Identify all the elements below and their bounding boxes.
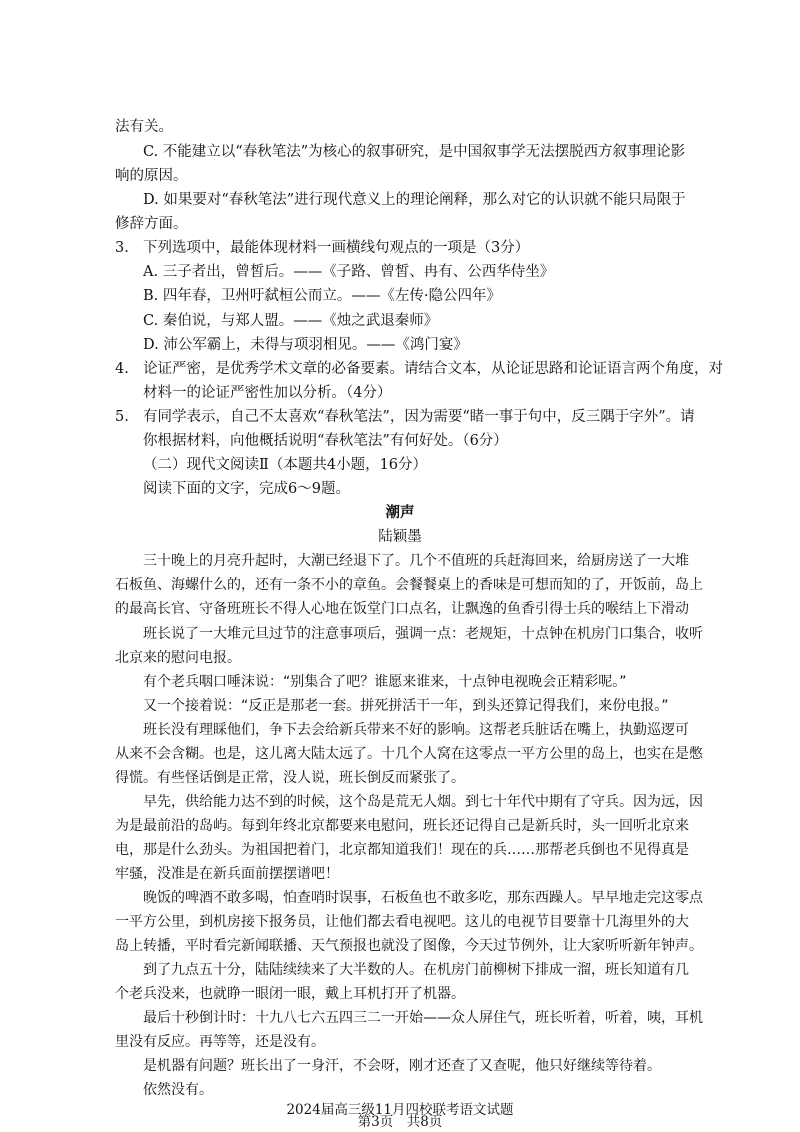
- question-number-4: 4.: [115, 361, 129, 377]
- article-paragraph: 里没有反应。再等等，还是没有。: [115, 1034, 325, 1050]
- section-instruction: 阅读下面的文字，完成6～9题。: [143, 481, 350, 497]
- section-heading: （二）现代文阅读Ⅱ（本题共4小题，16分）: [143, 457, 428, 473]
- article-author: 陆颖墨: [378, 529, 422, 545]
- article-paragraph: 电，那是什么劲头。为祖国把着门，北京都知道我们！现在的兵……那帮老兵倒也不见得真是: [115, 842, 689, 858]
- article-paragraph: 是机器有问题？班长出了一身汗，不会呀，刚才还查了又查呢，他只好继续等待着。: [143, 1058, 661, 1074]
- article-paragraph: 班长说了一大堆元旦过节的注意事项后，强调一点：老规矩，十点钟在机房门口集合，收听: [143, 626, 703, 642]
- article-paragraph: 到了九点五十分，陆陆续续来了大半数的人。在机房门前柳树下排成一溜，班长知道有几: [143, 962, 689, 978]
- article-title: 潮声: [385, 505, 415, 521]
- article-paragraph: 个老兵没来，也就睁一眼闭一眼，戴上耳机打开了机器。: [115, 986, 465, 1002]
- article-paragraph: 牢骚，没准是在新兵面前摆摆谱吧！: [115, 866, 339, 882]
- question-3-option-a: A. 三子者出，曾皙后。——《子路、曾皙、冉有、公西华侍坐》: [143, 264, 555, 280]
- question-4-stem: 论证严密，是优秀学术文章的必备要素。请结合文本，从论证思路和论证语言两个角度，对: [143, 361, 723, 377]
- question-3-option-c: C. 秦伯说，与郑人盟。——《烛之武退秦师》: [143, 313, 439, 329]
- article-paragraph: 有个老兵咽口唾沫说：“别集合了吧？谁愿来谁来，十点钟电视晚会正精彩呢。”: [143, 674, 627, 690]
- footer-title: 2024届高三级11月四校联考语文试题: [286, 1102, 514, 1118]
- article-paragraph: 为是最前沿的岛屿。每到年终北京都要来电慰问，班长还记得自己是新兵时，头一回听北京来: [115, 818, 689, 834]
- question-number-5: 5.: [115, 409, 129, 425]
- question-5-stem: 有同学表示，自己不太喜欢“春秋笔法”，因为需要“睹一事于句中，反三隅于字外”。请: [143, 409, 695, 425]
- article-paragraph: 岛上转播，平时看完新闻联播、天气预报也就没了图像，今天过节例外，让大家听听新年钟声。: [115, 938, 703, 954]
- question-3-option-d: D. 沛公军霸上，未得与项羽相见。——《鸿门宴》: [143, 337, 468, 353]
- article-paragraph: 的最高长官、守备班班长不得人心地在饭堂门口点名，让飘逸的鱼香引得士兵的喉结上下滑动: [115, 601, 689, 617]
- article-paragraph: 早先，供给能力达不到的时候，这个岛是荒无人烟。到七十年代中期有了守兵。因为远，因: [143, 794, 703, 810]
- question-4-stem: 材料一的论证严密性加以分析。（4分）: [143, 385, 392, 401]
- question-number-3: 3.: [115, 240, 129, 256]
- option-c: C. 不能建立以“春秋笔法”为核心的叙事研究，是中国叙事学无法摆脱西方叙事理论影: [143, 144, 686, 160]
- article-paragraph: 一平方公里，到机房接下报务员，让他们都去看电视吧。这儿的电视节目要靠十几海里外的大: [115, 914, 689, 930]
- article-paragraph: 又一个接着说：“反正是那老一套。拼死拼活干一年，到头还算记得我们，来份电报。”: [143, 698, 669, 714]
- question-3-option-b: B. 四年春，卫州吁弑桓公而立。——《左传·隐公四年》: [143, 288, 501, 304]
- text-line: 响的原因。: [115, 168, 188, 184]
- article-paragraph: 最后十秒倒计时：十九八七六五四三二一开始——众人屏住气，班长听着，听着，咦，耳机: [143, 1010, 703, 1026]
- article-paragraph: 从来不会含糊。也是，这儿离大陆太远了。十几个人窝在这零点一平方公里的岛上，也实在是憋: [115, 746, 703, 762]
- article-paragraph: 班长没有理睬他们，争下去会给新兵带来不好的影响。这帮老兵脏话在嘴上，执勤巡逻可: [143, 722, 689, 738]
- article-paragraph: 依然没有。: [143, 1082, 213, 1098]
- article-paragraph: 北京来的慰问电报。: [115, 650, 241, 666]
- text-line: 修辞方面。: [115, 216, 188, 232]
- article-paragraph: 石板鱼、海螺什么的，还有一条不小的章鱼。会餐餐桌上的香味是可想而知的了，开饭前，岛上: [115, 577, 703, 593]
- article-paragraph: 三十晚上的月亮升起时，大潮已经退下了。几个不值班的兵赶海回来，给厨房送了一大堆: [143, 553, 689, 569]
- footer-page-number: 第3页 共8页: [357, 1114, 443, 1130]
- question-5-stem: 你根据材料，向他概括说明“春秋笔法”有何好处。（6分）: [143, 433, 508, 449]
- text-line: 法有关。: [115, 119, 173, 135]
- article-paragraph: 晚饭的啤酒不敢多喝，怕查哨时误事，石板鱼也不敢多吃，那东西躁人。早早地走完这零点: [143, 890, 703, 906]
- option-d: D. 如果要对“春秋笔法”进行现代意义上的理论阐释，那么对它的认识就不能只局限于: [143, 192, 686, 208]
- article-paragraph: 得慌。有些怪话倒是正常，没人说，班长倒反而紧张了。: [115, 770, 465, 786]
- question-3-stem: 下列选项中，最能体现材料一画横线句观点的一项是（3分）: [143, 240, 530, 256]
